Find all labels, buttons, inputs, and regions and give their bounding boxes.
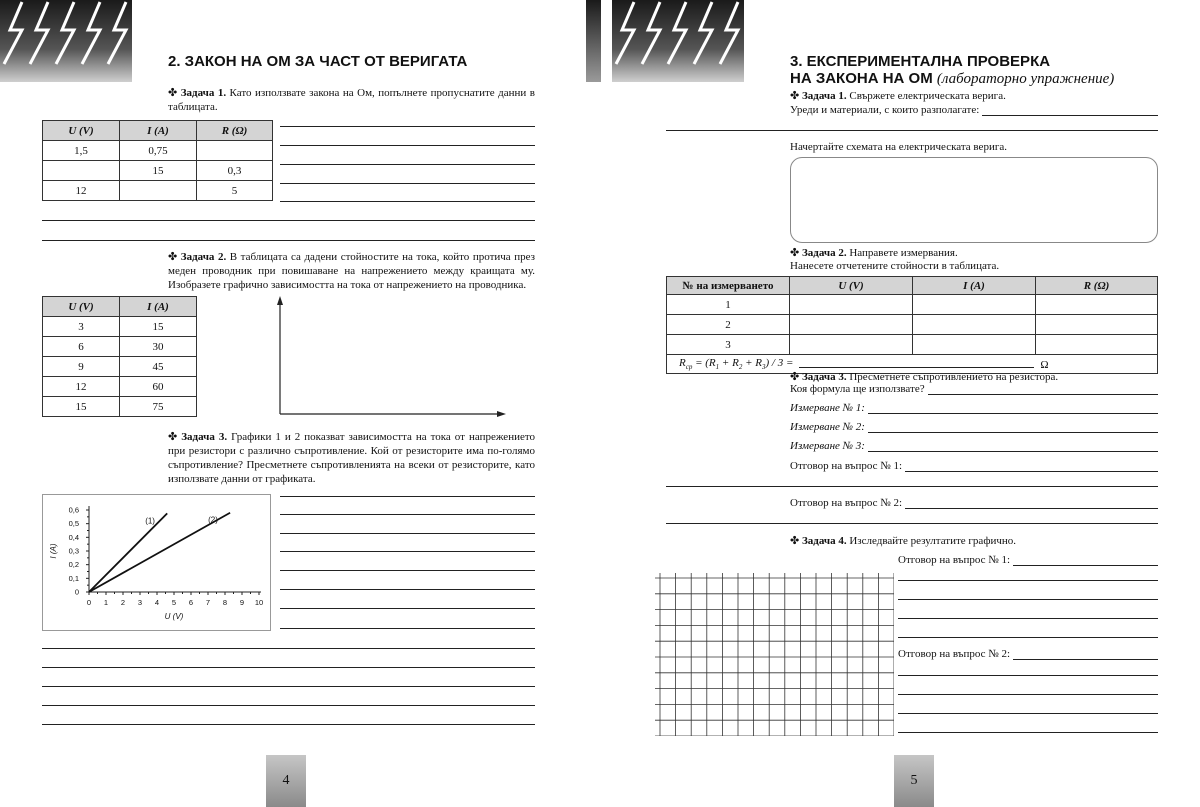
- formula-field[interactable]: [790, 383, 1158, 395]
- table-cell-empty[interactable]: [120, 181, 197, 201]
- row-number: 2: [667, 315, 790, 335]
- right-title-main: НА ЗАКОНА НА ОМ: [790, 70, 933, 87]
- answer1-line-2[interactable]: [666, 486, 1158, 487]
- series-label: (2): [208, 515, 218, 525]
- x-tick-label: 2: [120, 598, 126, 607]
- right-title-line2: [790, 70, 1114, 88]
- task2-table: [42, 296, 197, 417]
- table-cell: 0,75: [120, 141, 197, 161]
- circuit-drawing-box[interactable]: [790, 157, 1158, 243]
- r-task1-text: ✤ Задача 1. Свържете електрическата верига.: [790, 90, 1006, 102]
- task1-text: ✤ Задача 1. Като използвате закона на Ом, попълнете пропуснатите данни в таблицата.: [168, 87, 535, 113]
- y-axis-label: I (A): [49, 543, 58, 559]
- t4-answer2-field[interactable]: [898, 648, 1158, 660]
- iv-chart: [42, 494, 271, 631]
- table-cell: 15: [120, 161, 197, 181]
- x-tick-label: 0: [86, 598, 92, 607]
- table-cell: 3: [43, 317, 120, 337]
- right-title-line1: 3. ЕКСПЕРИМЕНТАЛНА ПРОВЕРКА: [790, 53, 1051, 70]
- table-header: U (V): [43, 121, 120, 141]
- table-header: R (Ω): [197, 121, 273, 141]
- table-cell: 15: [43, 397, 120, 417]
- answer2-label: Отговор на въпрос № 2:: [790, 497, 903, 509]
- table-cell-empty[interactable]: [1036, 315, 1158, 335]
- equipment-line-2[interactable]: [666, 130, 1158, 131]
- task3-text: ✤ Задача 3. Графики 1 и 2 показват зависимостта на тока от напрежението при резистори с различно съпротивление. Кой от резисторите има по-голямо съпротивление? Пресметнете съпротивленията на всеки от резисторите, като използвате данни от графиката.: [168, 431, 536, 485]
- x-tick-label: 1: [103, 598, 109, 607]
- measure2-label: Измерване № 2:: [790, 421, 865, 433]
- table-cell: 12: [43, 377, 120, 397]
- table-cell: 30: [120, 337, 197, 357]
- equipment-field[interactable]: [790, 104, 1158, 116]
- table-cell: 12: [43, 181, 120, 201]
- x-tick-label: 7: [205, 598, 211, 607]
- right-page-title: [790, 53, 1114, 88]
- table-cell-empty[interactable]: [790, 295, 913, 315]
- measure1-label: Измерване № 1:: [790, 402, 865, 414]
- draw-instruction: Начертайте схемата на електрическата верига.: [790, 141, 1007, 153]
- r-task3-text: ✤ Задача 3. Пресметнете съпротивлението на резистора.: [790, 371, 1059, 383]
- y-tick-label: 0,2: [68, 560, 79, 570]
- t4-answer2-label: Отговор на въпрос № 2:: [898, 648, 1011, 660]
- average-unit: Ω: [1040, 359, 1049, 372]
- y-tick-label: 0,6: [68, 505, 79, 515]
- page-number-right: [894, 755, 934, 807]
- table-cell: 5: [197, 181, 273, 201]
- measure3-label: Измерване № 3:: [790, 440, 865, 452]
- measurement-table: [666, 276, 1158, 374]
- answer2-line-2[interactable]: [666, 523, 1158, 524]
- task3-body: Графики 1 и 2 показват зависимостта на тока от напрежението при резистори с различно съпротивление. Кой от резисторите има по-голямо съпротивление? Пресметнете съпротивленията на всеки от резисторите, като използвате данни от графиката.: [168, 431, 536, 485]
- right-title-note: (лабораторно упражнение): [936, 71, 1115, 87]
- page-number-left-text: 4: [282, 773, 290, 788]
- table-cell: 45: [120, 357, 197, 377]
- average-formula: $R_{ср} = (R_1 + R_2 + R_3) / 3$ =: [679, 356, 794, 372]
- table-cell-empty[interactable]: [1036, 295, 1158, 315]
- x-tick-label: 4: [154, 598, 160, 607]
- table-header: U (V): [43, 297, 120, 317]
- table-cell: 9: [43, 357, 120, 377]
- y-tick-label: 0: [74, 587, 79, 597]
- task2-body: В таблицата са дадени стойностите на тока, който протича през меден проводник при повишаване на напрежението между краищата му. Изобразете графично зависимостта на тока от напрежението на проводника.: [168, 251, 535, 291]
- y-tick-label: 0,5: [68, 519, 79, 529]
- formula-label: Коя формула ще използвате?: [790, 383, 925, 395]
- table-cell-empty[interactable]: [913, 315, 1036, 335]
- lightning-banner-right: [612, 0, 744, 82]
- x-tick-label: 9: [239, 598, 245, 607]
- lightning-banner-left: [0, 0, 132, 82]
- table-cell-empty[interactable]: [790, 335, 913, 355]
- r-task3-body: Пресметнете съпротивлението на резистора.: [846, 371, 1059, 383]
- row-number: 1: [667, 295, 790, 315]
- table-cell-empty[interactable]: [1036, 335, 1158, 355]
- page-edge-bar: [586, 0, 601, 82]
- table-cell-empty[interactable]: [790, 315, 913, 335]
- table-cell-empty[interactable]: [43, 161, 120, 181]
- r-task1-label: Задача 1.: [801, 90, 847, 102]
- table-cell: 1,5: [43, 141, 120, 161]
- y-tick-label: 0,4: [68, 532, 79, 542]
- equipment-label: Уреди и материали, с които разполагате:: [790, 104, 980, 116]
- table-header: I (A): [913, 277, 1036, 295]
- r-task1-body: Свържете електрическата верига.: [846, 90, 1006, 102]
- answer1-label: Отговор на въпрос № 1:: [790, 460, 903, 472]
- table-cell: 0,3: [197, 161, 273, 181]
- r-task4-label: Задача 4.: [801, 535, 847, 547]
- task2-text: ✤ Задача 2. В таблицата са дадени стойностите на тока, който протича през меден проводник при повишаване на напрежението между краищата му. Изобразете графично зависимостта на тока от напрежението на проводника.: [168, 251, 535, 291]
- table-cell: 15: [120, 317, 197, 337]
- table-header: I (A): [120, 297, 197, 317]
- task1-table: [42, 120, 273, 201]
- x-tick-label: 3: [137, 598, 143, 607]
- series-label: (1): [145, 516, 155, 526]
- table-cell-empty[interactable]: [913, 335, 1036, 355]
- x-tick-label: 5: [171, 598, 177, 607]
- t4-answer1-field[interactable]: [898, 554, 1158, 566]
- table-header: I (A): [120, 121, 197, 141]
- r-task2-text: ✤ Задача 2. Направете измервания.: [790, 247, 958, 259]
- blank-graph-axes[interactable]: [270, 296, 510, 420]
- series-line: [89, 513, 167, 592]
- x-tick-label: 8: [222, 598, 228, 607]
- task1-label: Задача 1.: [180, 87, 227, 99]
- y-tick-label: 0,1: [68, 573, 79, 583]
- table-cell-empty[interactable]: [913, 295, 1036, 315]
- measure2-field[interactable]: [790, 421, 1158, 433]
- r-task4-text: ✤ Задача 4. Изследвайте резултатите графично.: [790, 535, 1016, 547]
- row-number: 3: [667, 335, 790, 355]
- task3-label: Задача 3.: [181, 431, 228, 443]
- page-number-left: [266, 755, 306, 807]
- table-cell: 6: [43, 337, 120, 357]
- r-task3-label: Задача 3.: [801, 371, 847, 383]
- table-cell: 75: [120, 397, 197, 417]
- r-task4-body: Изследвайте резултатите графично.: [846, 535, 1016, 547]
- left-page-title: 2. ЗАКОН НА ОМ ЗА ЧАСТ ОТ ВЕРИГАТА: [168, 53, 468, 70]
- t4-answer1-label: Отговор на въпрос № 1:: [898, 554, 1011, 566]
- measure1-field[interactable]: [790, 402, 1158, 414]
- page-number-right-text: 5: [910, 773, 918, 788]
- x-axis-label: U (V): [164, 612, 184, 621]
- measure3-field[interactable]: [790, 440, 1158, 452]
- x-tick-label: 10: [254, 598, 264, 607]
- task1-body: Като използвате закона на Ом, попълнете пропуснатите данни в таблицата.: [168, 87, 535, 113]
- r-task2-label: Задача 2.: [801, 247, 847, 259]
- answer1-field[interactable]: [790, 460, 1158, 472]
- task2-label: Задача 2.: [180, 251, 227, 263]
- table-header: R (Ω): [1036, 277, 1158, 295]
- table-header: U (V): [790, 277, 913, 295]
- r-task2-body: Направете измервания.: [846, 247, 958, 259]
- table-cell-empty[interactable]: [197, 141, 273, 161]
- x-tick-label: 6: [188, 598, 194, 607]
- y-tick-label: 0,3: [68, 546, 79, 556]
- r-task2-subtext: Нанесете отчетените стойности в таблицата.: [790, 260, 1000, 272]
- table-cell: 60: [120, 377, 197, 397]
- graph-grid[interactable]: [652, 572, 894, 736]
- answer2-field[interactable]: [790, 497, 1158, 509]
- table-header: № на измерването: [667, 277, 790, 295]
